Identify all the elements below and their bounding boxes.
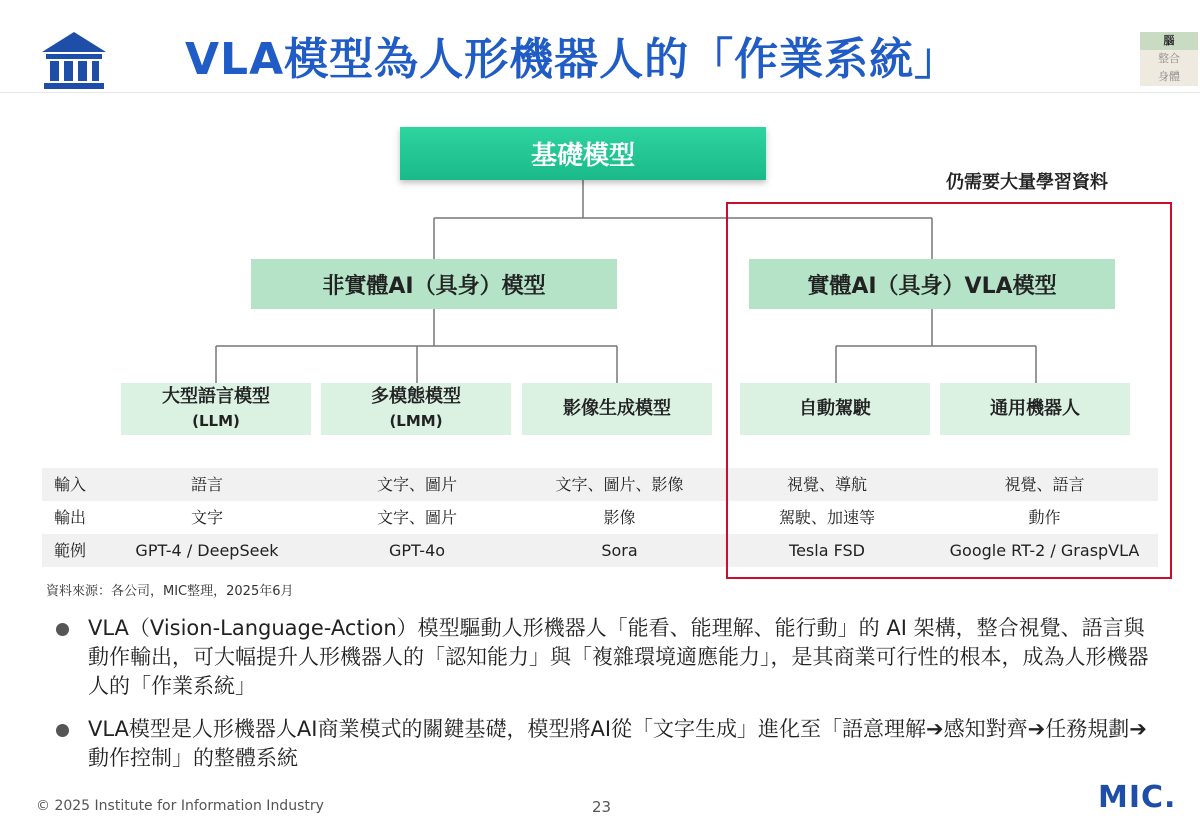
image-generation-node: [522, 383, 712, 435]
image-generation-node-label: 影像生成模型: [563, 398, 671, 419]
table-cell: 文字、圖片、影像: [555, 475, 684, 494]
side-tabs: [1140, 32, 1198, 86]
table-cell: 視覺、導航: [786, 475, 867, 494]
bullet-text: VLA模型是人形機器人AI商業模式的關鍵基礎，模型將AI從「文字生成」進化至「語意理解➔感知對齊➔任務規劃➔動作控制」的整體系統: [88, 717, 1147, 770]
table-cell: GPT-4o: [388, 541, 446, 560]
bullet-dot-icon: [56, 623, 69, 636]
autonomous-driving-node-label: 自動駕駛: [799, 398, 871, 419]
source-note: 資料來源：各公司，MIC整理，2025年6月: [46, 584, 294, 599]
table-cell: 動作: [1028, 508, 1061, 527]
table-cell: Google RT-2 / GraspVLA: [949, 541, 1140, 560]
copyright-footer: © 2025 Institute for Information Industry: [36, 798, 324, 814]
table-cell: 視覺、語言: [1004, 475, 1085, 494]
table-cell: GPT-4 / DeepSeek: [135, 541, 279, 560]
lmm-node-abbr: (LMM): [389, 412, 443, 430]
tab-body[interactable]: 身體: [1140, 68, 1198, 86]
institute-logo-icon: [40, 30, 108, 90]
table-cell: 影像: [603, 508, 636, 527]
table-cell: 語言: [190, 475, 223, 494]
data-requirement-note: 仍需要大量學習資料: [946, 172, 1108, 193]
foundation-model-node: 基礎模型: [400, 127, 766, 180]
row-label-example: 範例: [54, 541, 87, 560]
table-cell: 文字、圖片: [376, 508, 457, 527]
table-cell: 文字、圖片: [376, 475, 457, 494]
bullet-list: [52, 614, 1162, 787]
row-label-input: 輸入: [54, 475, 87, 494]
llm-node: [121, 383, 311, 435]
row-label-output: 輸出: [54, 508, 87, 527]
llm-node-abbr: (LLM): [192, 412, 240, 430]
table-cell: 文字: [190, 508, 223, 527]
non-embodied-ai-node: 非實體AI（具身）模型: [251, 259, 617, 309]
lmm-node-label: 多模態模型: [371, 386, 461, 407]
embodied-highlight-box: [726, 202, 1172, 579]
bullet-item: [52, 715, 1162, 773]
title-divider: [0, 92, 1200, 93]
tab-brain[interactable]: 腦: [1140, 32, 1198, 50]
lmm-node: [321, 383, 511, 435]
tab-integration[interactable]: 整合: [1140, 50, 1198, 68]
bullet-text: VLA（Vision-Language-Action）模型驅動人形機器人「能看、能理解、能行動」的 AI 架構，整合視覺、語言與動作輸出，可大幅提升人形機器人的「認知能力」與「複雜環境適應能力」，是其商業可行性的根本，成為人形機器人的「作業系統」: [88, 616, 1149, 698]
table-cell: 駕駛、加速等: [778, 508, 875, 527]
page-number: 23: [592, 798, 612, 816]
table-cell: Tesla FSD: [789, 541, 865, 560]
table-cell: Sora: [601, 541, 638, 560]
mic-brand-logo: MIC.: [1098, 780, 1177, 815]
bullet-item: [52, 614, 1162, 701]
page-title: VLA模型為人形機器人的「作業系統」: [185, 34, 960, 85]
general-robot-node-label: 通用機器人: [990, 398, 1080, 419]
embodied-vla-node: 實體AI（具身）VLA模型: [749, 259, 1115, 309]
bullet-dot-icon: [56, 724, 69, 737]
llm-node-label: 大型語言模型: [162, 386, 270, 407]
